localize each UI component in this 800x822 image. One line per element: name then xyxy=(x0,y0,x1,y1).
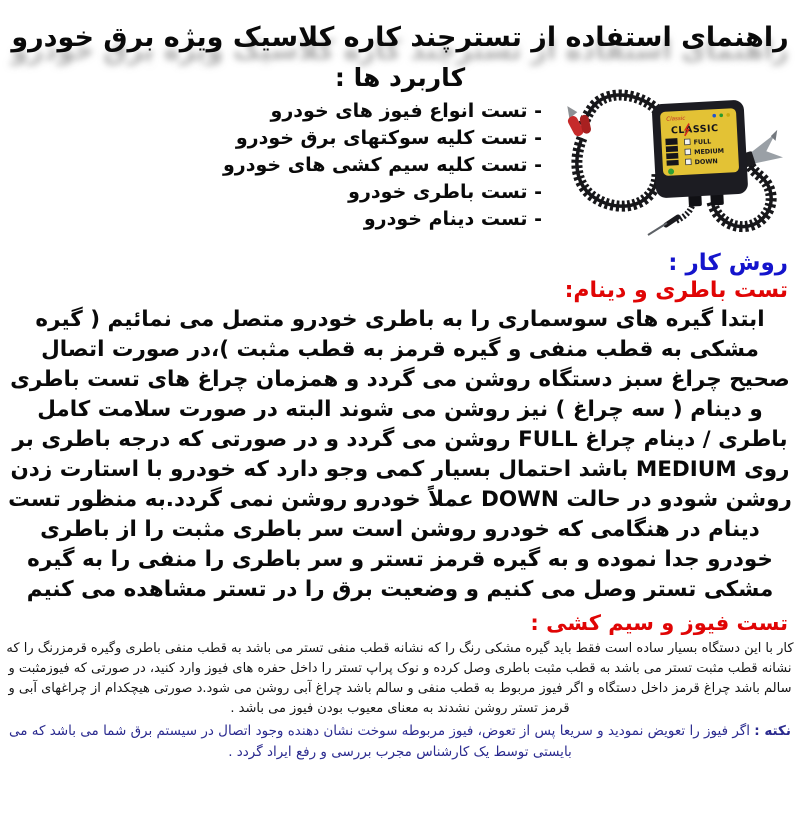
page-title: راهنمای استفاده از تسترچند کاره کلاسیک ویژه برق خودرو xyxy=(11,22,789,53)
fuse-test-paragraph: کار با این دستگاه بسیار ساده است فقط باید گیره مشکی رنگ را که نشانه قطب منفی تستر می باشد به قطب منفی باطری وگیره قرمزرنگ را که نشانه قطب مثبت تستر می باشد به قطب مثبت باطری وصل کرده و نوک پراپ تستر را داخل حفره های فیوز وارد کنید، در صورتی که فیوزمثبت و سالم باشد چراغ قرمز داخل دستگاه و اگر فیوز مربوط به قطب منفی و سالم باشد چراغ آبی روشن می شود.د صورتی هیچکدام از چراغهای آبی و قرمز تستر روشن نشدند به معنای معیوب بودن فیوز می باشد . xyxy=(6,641,794,716)
instruction-leaflet xyxy=(0,22,800,822)
battery-test-heading: تست باطری و دینام: xyxy=(564,278,788,303)
led-down xyxy=(685,159,691,165)
tester-body xyxy=(652,100,749,209)
applications-heading: کاربرد ها : xyxy=(334,63,466,92)
note-paragraph xyxy=(0,719,800,763)
brand-script-label: Classic xyxy=(666,115,686,123)
list-item: - تست کلیه سیم کشی های خودرو xyxy=(222,154,542,176)
list-item: - تست کلیه سوکتهای برق خودرو xyxy=(235,127,542,149)
indicator-full-label: FULL xyxy=(693,137,712,147)
note-label: نکته : xyxy=(754,723,791,739)
fuse-test-heading: تست فیوز و سیم کشی : xyxy=(530,611,788,635)
battery-test-paragraph: ابتدا گیره های سوسماری را به باطری خودرو متصل می نمائیم ( گیره مشکی به قطب منفی و گیره قرمز به قطب مثبت )،در صورت اتصال صحیح چراغ سبز دستگاه روشن می گردد و همزمان چراغ های تست باطری و دینام ( سه چراغ ) نیز روشن می شوند البته در صورت سلامت کامل باطری / دینام چراغ FULL روشن می گردد و در صورتی که درجه باطری بر روی MEDIUM باشد احتمال بسیار کمی وجو دارد که خودرو با استارت زدن روشن شودو در حالت DOWN عملاً خودرو روشن نمی گردد.به منظور تست دینام در هنگامی که خودرو روشن است سر باطری مثبت را از باطری خودرو جدا نموده و به گیره قرمز تستر و سر باطری را منفی را به گیره مشکی تستر وصل می کنیم و وضعیت برق را در تستر مشاهده می کنیم xyxy=(8,307,792,602)
red-clip xyxy=(561,99,596,140)
indicator-down-label: DOWN xyxy=(694,157,718,167)
indicator-medium-label: MEDIUM xyxy=(693,146,725,157)
note-text: اگر فیوز را تعویض نمودید و سریعا پس از تعوض، فیوز مربوطه سوخت نشان دهنده وجود اتصال در سیستم برق شما می باشد که می بایستی توسط یک کارشناس مجرب بررسی و رفع ایراد گردد . xyxy=(9,723,755,760)
device-model-label: CLASSIC xyxy=(670,123,719,137)
list-item: - تست دینام خودرو xyxy=(363,208,542,230)
tester-device-photo xyxy=(546,86,798,244)
led-medium xyxy=(685,149,691,155)
applications-list xyxy=(223,98,542,233)
probe xyxy=(648,206,692,235)
applications-area xyxy=(0,94,800,246)
list-item: - تست باطری خودرو xyxy=(348,181,542,203)
list-item: - تست انواع فیوز های خودرو xyxy=(270,100,542,122)
method-heading: روش کار : xyxy=(668,250,788,276)
led-full xyxy=(684,139,690,145)
